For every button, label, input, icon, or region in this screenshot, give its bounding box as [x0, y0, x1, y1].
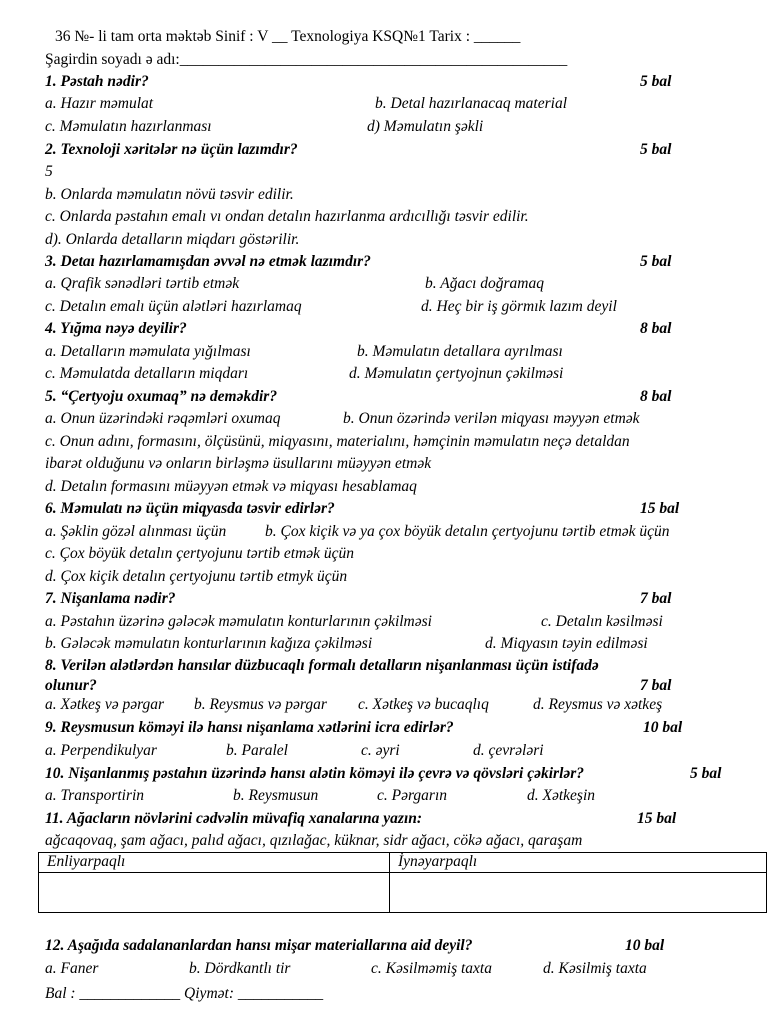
option-1a: a. Hazır məmulat [45, 95, 154, 112]
header-line-1: 36 №- li tam orta məktəb Sinif : V __ Texnologiya KSQ№1 Tarix : ______ [55, 28, 521, 45]
option-10a: a. Transportirin [45, 787, 145, 804]
question-3: 3. Detaı hazırlamamışdan əvvəl nə etmək lazımdır? [45, 253, 371, 270]
option-12a: a. Faner [45, 960, 99, 977]
option-2b: b. Onlarda məmulatın növü təsvir edilir. [45, 186, 294, 203]
question-10: 10. Nişanlanmış pəstahın üzərində hansı alətin köməyi ilə çevrə və qövsləri çəkirlər? [45, 765, 585, 782]
score-8: 7 bal [640, 677, 672, 694]
option-9a: a. Perpendikulyar [45, 742, 157, 759]
option-6c: c. Çox böyük detalın çertyojunu tərtib etmək üçün [45, 545, 355, 562]
option-5d: d. Detalın formasını müəyyən etmək və miqyası hesablamaq [45, 478, 417, 495]
option-4d: d. Məmulatın çertyojnun çəkilməsi [349, 365, 564, 382]
option-2a: 5 [45, 163, 53, 180]
question-6: 6. Məmulatı nə üçün miqyasda təsvir edirlər? [45, 500, 335, 517]
table-cell-conifer[interactable] [390, 873, 767, 913]
option-8d: d. Reysmus və xətkeş [533, 696, 663, 713]
score-7: 7 bal [640, 590, 672, 607]
option-3d: d. Heç bir iş görmık lazım deyil [421, 298, 617, 315]
score-3: 5 bal [640, 253, 672, 270]
option-1d: d) Məmulatın şəkli [367, 118, 484, 135]
header-line-2: Şagirdin soyadı ə adı:__________________________________________________ [45, 51, 568, 68]
footer-score-line: Bal : _____________ Qiymət: ___________ [45, 985, 324, 1002]
score-9: 10 bal [643, 719, 683, 736]
option-8a: a. Xətkeş və pərgar [45, 696, 165, 713]
option-4a: a. Detalların məmulata yığılması [45, 343, 251, 360]
option-9b: b. Paralel [226, 742, 288, 759]
question-11: 11. Ağacların növlərini cədvəlin müvafiq xanalarına yazın: [45, 810, 423, 827]
option-12b: b. Dördkantlı tir [189, 960, 291, 977]
option-12d: d. Kəsilmiş taxta [543, 960, 647, 977]
option-5c: c. Onun adını, formasını, ölçüsünü, miqyasını, materialını, həmçinin məmulatın neçə detaldan [45, 433, 630, 450]
score-11: 15 bal [637, 810, 677, 827]
question-2: 2. Texnoloji xəritələr nə üçün lazımdır? [45, 141, 298, 158]
table-header-conifer: İynəyarpaqlı [390, 853, 767, 873]
question-5: 5. “Çertyoju oxumaq” nə deməkdir? [45, 388, 278, 405]
option-9c: c. əyri [361, 742, 400, 759]
score-1: 5 bal [640, 73, 672, 90]
option-6a: a. Şəklin gözəl alınması üçün [45, 523, 227, 540]
option-1b: b. Detal hazırlanacaq material [375, 95, 568, 112]
option-4c: c. Məmulatda detalların miqdarı [45, 365, 249, 382]
option-9d: d. çevrələri [473, 742, 544, 759]
question-1: 1. Pəstah nədir? [45, 73, 149, 90]
question-4: 4. Yığma nəyə deyilir? [45, 320, 187, 337]
option-3c: c. Detalın emalı üçün alətləri hazırlamaq [45, 298, 302, 315]
option-2c: c. Onlarda pəstahın emalı vı ondan detalın hazırlanma ardıcıllığı təsvir edilir. [45, 208, 529, 225]
option-1c: c. Məmulatın hazırlanması [45, 118, 212, 135]
option-12c: c. Kəsilməmiş taxta [371, 960, 492, 977]
score-4: 8 bal [640, 320, 672, 337]
option-8b: b. Reysmus və pərgar [194, 696, 327, 713]
option-7c: c. Detalın kəsilməsi [541, 613, 663, 630]
score-12: 10 bal [625, 937, 665, 954]
question-8-cont: olunur? [45, 677, 97, 694]
score-10: 5 bal [690, 765, 722, 782]
option-7d: d. Miqyasın təyin edilməsi [485, 635, 648, 652]
option-2d: d). Onlarda detalların miqdarı göstərilir. [45, 231, 300, 248]
option-4b: b. Məmulatın detallara ayrılması [357, 343, 563, 360]
option-3b: b. Ağacı doğramaq [425, 275, 544, 292]
score-2: 5 bal [640, 141, 672, 158]
score-6: 15 bal [640, 500, 680, 517]
option-6b: b. Çox kiçik və ya çox böyük detalın çertyojunu tərtib etmək üçün [265, 523, 670, 540]
option-6d: d. Çox kiçik detalın çertyojunu tərtib etmyk üçün [45, 568, 348, 585]
option-3a: a. Qrafik sənədləri tərtib etmək [45, 275, 240, 292]
question-8: 8. Verilən alətlərdən hansılar düzbucaqlı formalı detalların nişanlanması üçün istifadə [45, 657, 599, 674]
question-7: 7. Nişanlama nədir? [45, 590, 176, 607]
score-5: 8 bal [640, 388, 672, 405]
option-5c-cont: ibarət olduğunu və onların birləşmə üsullarını müəyyən etmək [45, 455, 432, 472]
table-header-broadleaf: Enliyarpaqlı [39, 853, 390, 873]
tree-list: ağcaqovaq, şam ağacı, palıd ağacı, qızılağac, küknar, sidr ağacı, cökə ağacı, qaraşam [45, 832, 583, 849]
option-5a: a. Onun üzərindəki rəqəmləri oxumaq [45, 410, 281, 427]
table-cell-broadleaf[interactable] [39, 873, 390, 913]
question-9: 9. Reysmusun köməyi ilə hansı nişanlama xətlərini icra edirlər? [45, 719, 454, 736]
option-10d: d. Xətkeşin [527, 787, 596, 804]
question-12: 12. Aşağıda sadalananlardan hansı mişar materiallarına aid deyil? [45, 937, 473, 954]
option-8c: c. Xətkeş və bucaqlıq [358, 696, 489, 713]
option-7b: b. Gələcək məmulatın konturlarının kağıza çəkilməsi [45, 635, 373, 652]
tree-table [38, 852, 767, 913]
option-10b: b. Reysmusun [233, 787, 319, 804]
option-5b: b. Onun özərində verilən miqyası məyyən etmək [343, 410, 640, 427]
option-7a: a. Pəstahın üzərinə gələcək məmulatın konturlarının çəkilməsi [45, 613, 432, 630]
option-10c: c. Pərgarın [377, 787, 448, 804]
